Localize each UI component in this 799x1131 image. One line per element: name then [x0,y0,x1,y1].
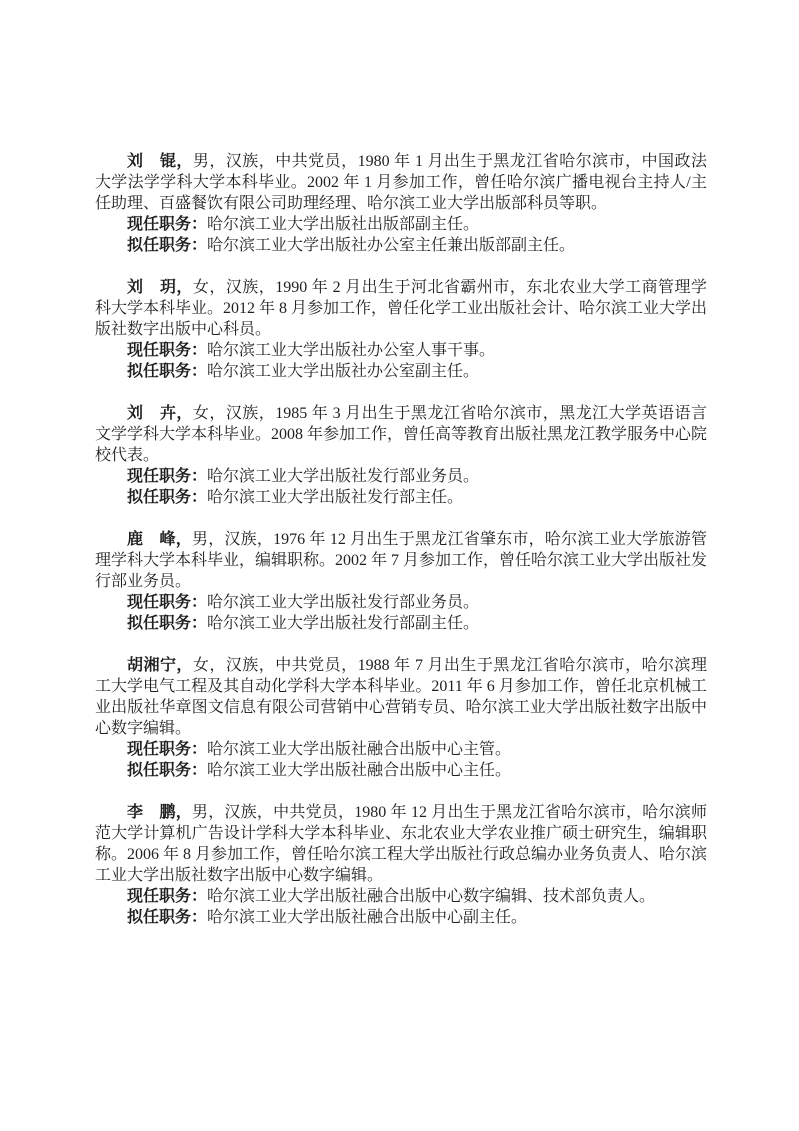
current-position-line [95,739,707,760]
proposed-position-line [95,907,707,928]
person-name: 刘 卉， [127,405,193,422]
current-position-label: 现任职务： [127,468,208,485]
current-position-value: 哈尔滨工业大学出版社出版部副主任。 [207,216,480,233]
bio-paragraph [95,655,707,739]
bio-text: 男，汉族，1976 年 12 月出生于黑龙江省肇东市，哈尔滨工业大学旅游管理学科大学本科毕业，编辑职称。2002 年 7 月参加工作，曾任哈尔滨工业大学出版社发行部业务员。 [95,531,708,590]
current-position-line [95,592,707,613]
profile-section [95,277,707,382]
proposed-position-value: 哈尔滨工业大学出版社发行部主任。 [207,489,464,506]
bio-paragraph [95,529,707,592]
proposed-position-line [95,361,707,382]
profile-section [95,403,707,508]
profile-section [95,529,707,634]
current-position-line [95,886,707,907]
profile-section [95,655,707,781]
profile-section [95,151,707,256]
current-position-label: 现任职务： [127,594,208,611]
current-position-value: 哈尔滨工业大学出版社办公室人事干事。 [207,342,496,359]
bio-paragraph [95,277,707,340]
current-position-value: 哈尔滨工业大学出版社融合出版中心主管。 [207,741,512,758]
proposed-position-line [95,235,707,256]
document-page [95,151,707,928]
bio-paragraph [95,403,707,466]
proposed-position-value: 哈尔滨工业大学出版社办公室主任兼出版部副主任。 [207,237,576,254]
proposed-position-value: 哈尔滨工业大学出版社办公室副主任。 [207,363,480,380]
current-position-label: 现任职务： [127,888,208,905]
current-position-label: 现任职务： [127,216,208,233]
proposed-position-line [95,760,707,781]
current-position-value: 哈尔滨工业大学出版社发行部业务员。 [207,594,480,611]
proposed-position-label: 拟任职务： [127,762,208,779]
current-position-line [95,466,707,487]
person-name: 李 鹏， [127,804,192,821]
current-position-line [95,340,707,361]
proposed-position-label: 拟任职务： [127,489,208,506]
person-name: 刘 玥， [127,279,193,296]
proposed-position-line [95,613,707,634]
proposed-position-label: 拟任职务： [127,909,208,926]
bio-text: 女，汉族，1990 年 2 月出生于河北省霸州市，东北农业大学工商管理学科大学本科毕业。2012 年 8 月参加工作，曾任化学工业出版社会计、哈尔滨工业大学出版社数字出版中心科员。 [95,279,708,338]
current-position-line [95,214,707,235]
proposed-position-value: 哈尔滨工业大学出版社融合出版中心主任。 [207,762,512,779]
profile-section [95,802,707,928]
bio-paragraph [95,151,707,214]
proposed-position-label: 拟任职务： [127,237,208,254]
bio-text: 女，汉族，1985 年 3 月出生于黑龙江省哈尔滨市，黑龙江大学英语语言文学学科大学本科毕业。2008 年参加工作，曾任高等教育出版社黑龙江教学服务中心院校代表。 [95,405,708,464]
bio-text: 女，汉族，中共党员，1988 年 7 月出生于黑龙江省哈尔滨市，哈尔滨理工大学电气工程及其自动化学科大学本科毕业。2011 年 6 月参加工作，曾任北京机械工业出版社华章图文信息有限公司营销中心营销专员、哈尔滨工业大学出版社数字出版中心数字编辑。 [95,657,707,737]
bio-text: 男，汉族，中共党员，1980 年 12 月出生于黑龙江省哈尔滨市，哈尔滨师范大学计算机广告设计学科大学本科毕业、东北农业大学农业推广硕士研究生，编辑职称。2006 年 8 月参加工作，曾任哈尔滨工程大学出版社行政总编办业务负责人、哈尔滨工业大学出版社数字出版中心数字编辑。 [95,804,708,884]
current-position-label: 现任职务： [127,741,208,758]
person-name: 胡湘宁， [127,657,193,674]
bio-paragraph [95,802,707,886]
person-name: 刘 锟， [127,153,193,170]
current-position-value: 哈尔滨工业大学出版社发行部业务员。 [207,468,480,485]
proposed-position-line [95,487,707,508]
current-position-value: 哈尔滨工业大学出版社融合出版中心数字编辑、技术部负责人。 [207,888,656,905]
proposed-position-value: 哈尔滨工业大学出版社发行部副主任。 [207,615,480,632]
bio-text: 男，汉族，中共党员，1980 年 1 月出生于黑龙江省哈尔滨市，中国政法大学法学学科大学本科毕业。2002 年 1 月参加工作，曾任哈尔滨广播电视台主持人/主任助理、百盛餐饮有限公司助理经理、哈尔滨工业大学出版部科员等职。 [95,153,707,212]
proposed-position-label: 拟任职务： [127,363,208,380]
current-position-label: 现任职务： [127,342,208,359]
proposed-position-label: 拟任职务： [127,615,208,632]
proposed-position-value: 哈尔滨工业大学出版社融合出版中心副主任。 [207,909,528,926]
person-name: 鹿 峰， [127,531,192,548]
